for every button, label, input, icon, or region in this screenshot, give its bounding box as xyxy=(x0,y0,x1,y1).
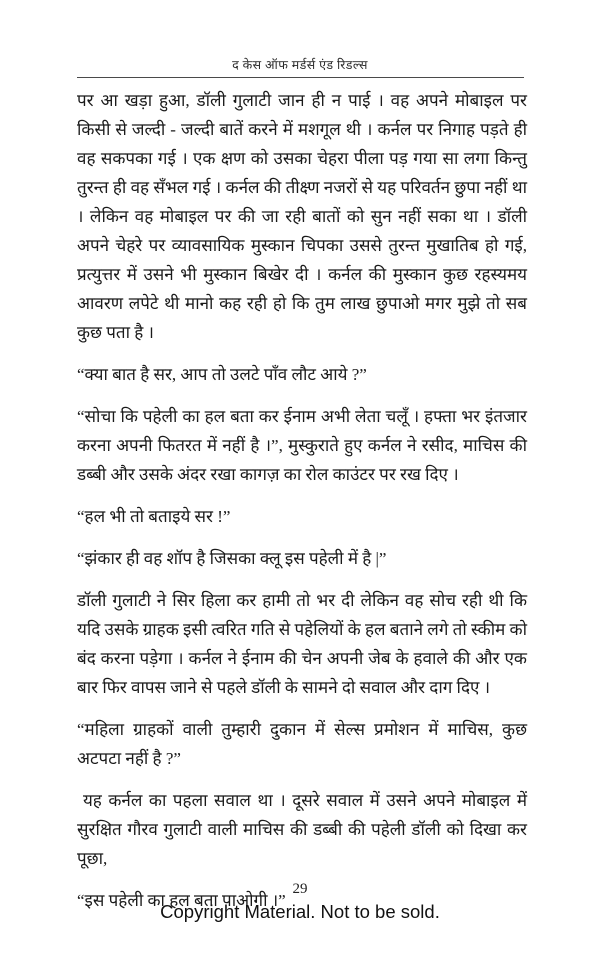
body-paragraph-9: “इस पहेली का हल बता पाओगी ।” xyxy=(77,891,286,910)
body-paragraph-7: “महिला ग्राहकों वाली तुम्हारी दुकान में सेल्स प्रमोशन में माचिस, कुछ अटपटा नहीं है ?” xyxy=(77,720,527,768)
page-number: 29 xyxy=(292,881,308,897)
page-body xyxy=(77,86,527,928)
copyright-notice: Copyright Material. Not to be sold. xyxy=(160,901,440,922)
body-paragraph-6: डॉली गुलाटी ने सिर हिला कर हामी तो भर दी लेकिन वह सोच रही थी कि यदि उसके ग्राहक इसी त्वरित गति से पहेलियों के हल बताने लगे तो स्कीम को बंद करना पड़ेगा । कर्नल ने ईनाम की चेन अपनी जेब के हवाले की और एक बार फिर वापस जाने से पहले डॉली के सामने दो सवाल और दाग दिए । xyxy=(77,591,527,697)
body-paragraph-8: यह कर्नल का पहला सवाल था । दूसरे सवाल में उसने अपने मोबाइल में सुरक्षित गौरव गुलाटी वाली माचिस की डब्बी की पहेली डॉली को दिखा कर पूछा, xyxy=(77,791,527,868)
header-rule xyxy=(77,77,524,78)
body-paragraph-1: पर आ खड़ा हुआ, डॉली गुलाटी जान ही न पाई । वह अपने मोबाइल पर किसी से जल्दी - जल्दी बातें करने में मशगूल थी । कर्नल पर निगाह पड़ते ही वह सकपका गई । एक क्षण को उसका चेहरा पीला पड़ गया सा लगा किन्तु तुरन्त ही वह सँभल गई । कर्नल की तीक्ष्ण नजरों से यह परिवर्तन छुपा नहीं था । लेकिन वह मोबाइल पर की जा रही बातों को सुन नहीं सका था । डॉली अपने चेहरे पर व्यावसायिक मुस्कान चिपका उससे तुरन्त मुखातिब हो गई, प्रत्युत्तर में उसने भी मुस्कान बिखेर दी । कर्नल की मुस्कान कुछ रहस्यमय आवरण लपेटे थी मानो कह रही हो कि तुम लाख छुपाओ मगर मुझे तो सब कुछ पता है । xyxy=(77,91,527,342)
body-paragraph-5: “झंकार ही वह शॉप है जिसका क्लू इस पहेली में है |” xyxy=(77,549,387,568)
body-paragraph-4: “हल भी तो बताइये सर !” xyxy=(77,507,231,526)
running-title: द केस ऑफ मर्डर्स एंड रिडल्स xyxy=(232,58,368,72)
body-paragraph-2: “क्या बात है सर, आप तो उलटे पाँव लौट आये ?” xyxy=(77,365,367,384)
body-paragraph-3: “सोचा कि पहेली का हल बता कर ईनाम अभी लेता चलूँ । हफ्ता भर इंतजार करना अपनी फितरत में नहीं है ।”, मुस्कुराते हुए कर्नल ने रसीद, माचिस की डब्बी और उसके अंदर रखा कागज़ का रोल काउंटर पर रख दिए । xyxy=(77,407,527,484)
